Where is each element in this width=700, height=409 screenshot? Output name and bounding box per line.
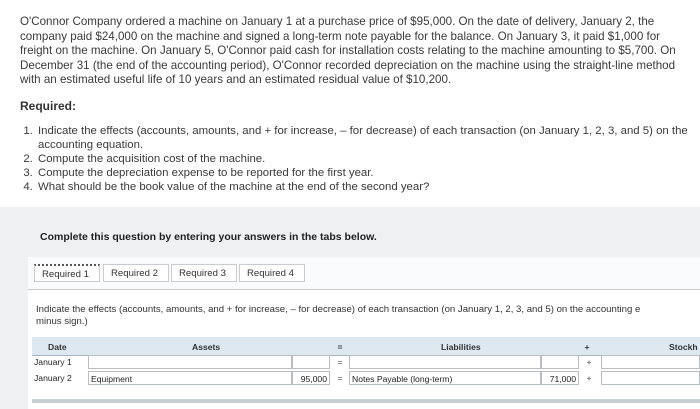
instruction-line-1: Indicate the effects (accounts, amounts, and + for increase, – for decrease) of each transaction (on January 1, 2, 3, and 5) on the accounting e	[36, 304, 641, 315]
header-stockholders-equity: Stockh	[669, 342, 698, 352]
required-heading: Required:	[20, 99, 77, 113]
liability-amount-input[interactable]: 71,000	[541, 371, 579, 385]
liability-account-input[interactable]: Notes Payable (long-term)	[349, 371, 541, 385]
instruction-text	[36, 304, 700, 328]
tab-required-2[interactable]: Required 2	[103, 264, 169, 282]
accounting-equation-table	[32, 337, 700, 403]
tab-bar	[28, 257, 700, 290]
asset-amount-input[interactable]	[292, 355, 330, 369]
header-assets: Assets	[192, 342, 221, 352]
tabs-container	[28, 257, 700, 409]
header-equals: =	[337, 342, 343, 352]
equals-sign: =	[337, 357, 343, 367]
asset-account-input[interactable]: Equipment	[88, 371, 292, 385]
answer-panel	[0, 207, 700, 409]
liability-amount-input[interactable]	[541, 355, 579, 369]
table-row	[32, 371, 700, 386]
panel-title: Complete this question by entering your answers in the tabs below.	[40, 231, 377, 243]
requirements-list	[20, 124, 696, 194]
problem-text: O'Connor Company ordered a machine on January 1 at a purchase price of $95,000. On the date of delivery, January 2, the company paid $24,000 on the machine and signed a long-term note payable for the balance. On January 3, it paid $1,000 for freight on the machine. On January 5, O'Connor paid cash for installation costs relating to the machine amounting to $5,700. On December 31 (the end of the accounting period), O'Connor recorded depreciation on the machine using the straight-line method with an estimated useful life of 10 years and an estimated residual value of $10,200.	[20, 15, 676, 86]
table-row	[32, 355, 700, 370]
requirement-3: 3. Compute the depreciation expense to be reported for the first year.	[36, 166, 696, 180]
plus-sign: +	[586, 373, 592, 383]
tab-required-1[interactable]: Required 1	[34, 264, 100, 282]
row-date: January 1	[34, 357, 72, 367]
requirement-2: 2. Compute the acquisition cost of the machine.	[36, 152, 696, 166]
header-liabilities: Liabilities	[441, 342, 481, 352]
table-header-row	[32, 337, 700, 356]
asset-account-input[interactable]	[88, 355, 292, 369]
tab-required-4[interactable]: Required 4	[239, 264, 305, 282]
header-date: Date	[48, 342, 67, 352]
instruction-line-2: minus sign.)	[36, 316, 88, 327]
asset-amount-input[interactable]: 95,000	[292, 371, 330, 385]
requirement-4: 4. What should be the book value of the machine at the end of the second year?	[36, 180, 696, 194]
row-date: January 2	[34, 373, 72, 383]
equity-account-input[interactable]	[601, 355, 700, 369]
table-bottom-bar	[32, 399, 700, 403]
requirement-1: 1. Indicate the effects (accounts, amounts, and + for increase, – for decrease) of each transaction (on January 1, 2, 3, and 5) on the accounting equation.	[36, 124, 696, 152]
header-plus: +	[584, 342, 590, 352]
liability-account-input[interactable]	[349, 355, 541, 369]
tab-required-3[interactable]: Required 3	[171, 264, 237, 282]
plus-sign: +	[586, 357, 592, 367]
equals-sign: =	[337, 373, 343, 383]
equity-account-input[interactable]	[601, 371, 700, 385]
